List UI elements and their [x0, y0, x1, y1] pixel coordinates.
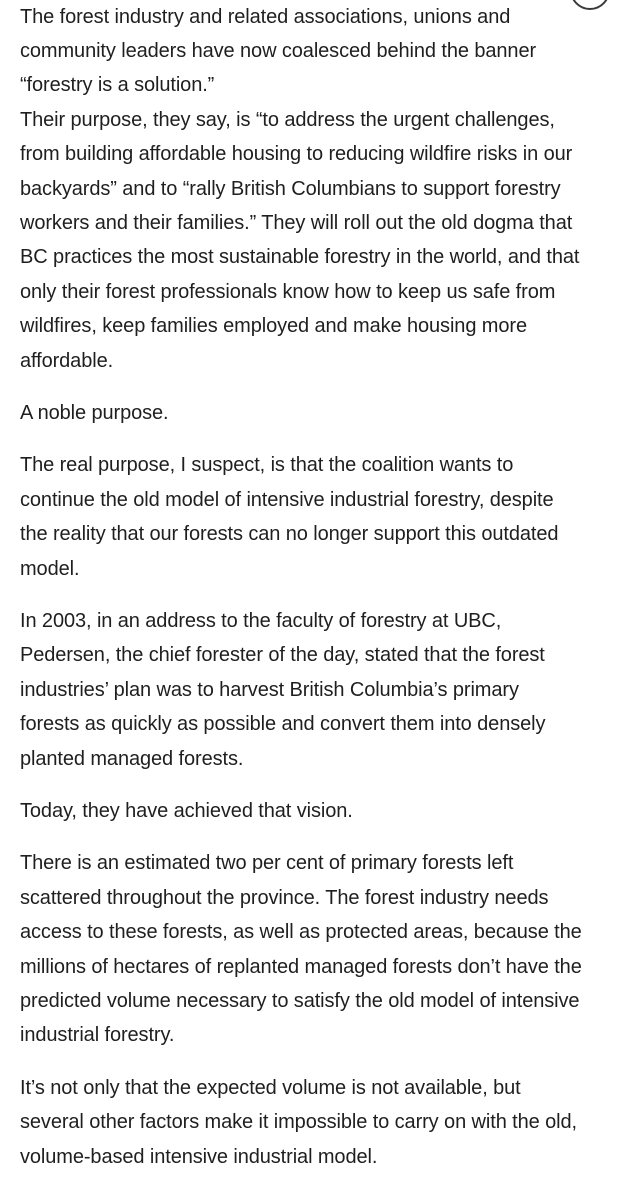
- text-line: affordable.: [20, 349, 114, 372]
- text-line: It’s not only that the expected volume is not available, but: [20, 1076, 521, 1099]
- text-line: several other factors make it impossible to carry on with the old,: [20, 1111, 577, 1134]
- text-line: predicted volume necessary to satisfy the old model of intensive: [20, 990, 580, 1013]
- paragraph: [20, 604, 620, 776]
- text-line: volume-based intensive industrial model.: [20, 1145, 378, 1168]
- text-line: There is an estimated two per cent of primary forests left: [20, 852, 514, 875]
- text-line: planted managed forests.: [20, 747, 244, 770]
- text-line: The forest industry and related associations, unions and: [20, 5, 511, 28]
- paragraph: [20, 396, 620, 430]
- paragraph: [20, 103, 620, 378]
- paragraph: [20, 0, 620, 103]
- text-line: Their purpose, they say, is “to address the urgent challenges,: [20, 108, 555, 131]
- paragraph: [20, 794, 620, 828]
- text-line: A noble purpose.: [20, 401, 169, 424]
- text-line: Pedersen, the chief forester of the day, stated that the forest: [20, 644, 545, 667]
- text-line: access to these forests, as well as protected areas, because the: [20, 921, 582, 944]
- text-line: workers and their families.” They will roll out the old dogma that: [20, 211, 573, 234]
- text-line: community leaders have now coalesced behind the banner: [20, 39, 537, 62]
- text-line: continue the old model of intensive industrial forestry, despite: [20, 488, 554, 511]
- text-line: from building affordable housing to reducing wildfire risks in our: [20, 143, 573, 166]
- text-line: Today, they have achieved that vision.: [20, 800, 353, 823]
- paragraph: [20, 846, 620, 1052]
- text-line: wildfires, keep families employed and make housing more: [20, 315, 527, 338]
- text-line: millions of hectares of replanted managed forests don’t have the: [20, 955, 582, 978]
- text-line: model.: [20, 557, 80, 580]
- text-line: “forestry is a solution.”: [20, 74, 215, 97]
- text-line: The real purpose, I suspect, is that the coalition wants to: [20, 454, 514, 477]
- text-line: In 2003, in an address to the faculty of forestry at UBC,: [20, 610, 502, 632]
- text-line: industrial forestry.: [20, 1024, 175, 1047]
- text-line: backyards” and to “rally British Columbians to support forestry: [20, 177, 561, 200]
- text-line: forests as quickly as possible and convert them into densely: [20, 713, 546, 736]
- paragraph: [20, 1071, 620, 1174]
- text-line: industries’ plan was to harvest British Columbia’s primary: [20, 678, 519, 701]
- text-line: only their forest professionals know how to keep us safe from: [20, 280, 556, 303]
- article-body: [20, 0, 620, 1192]
- text-line: BC practices the most sustainable forestry in the world, and that: [20, 246, 580, 269]
- text-line: the reality that our forests can no longer support this outdated: [20, 523, 559, 546]
- text-line: scattered throughout the province. The forest industry needs: [20, 886, 549, 909]
- paragraph: [20, 448, 620, 586]
